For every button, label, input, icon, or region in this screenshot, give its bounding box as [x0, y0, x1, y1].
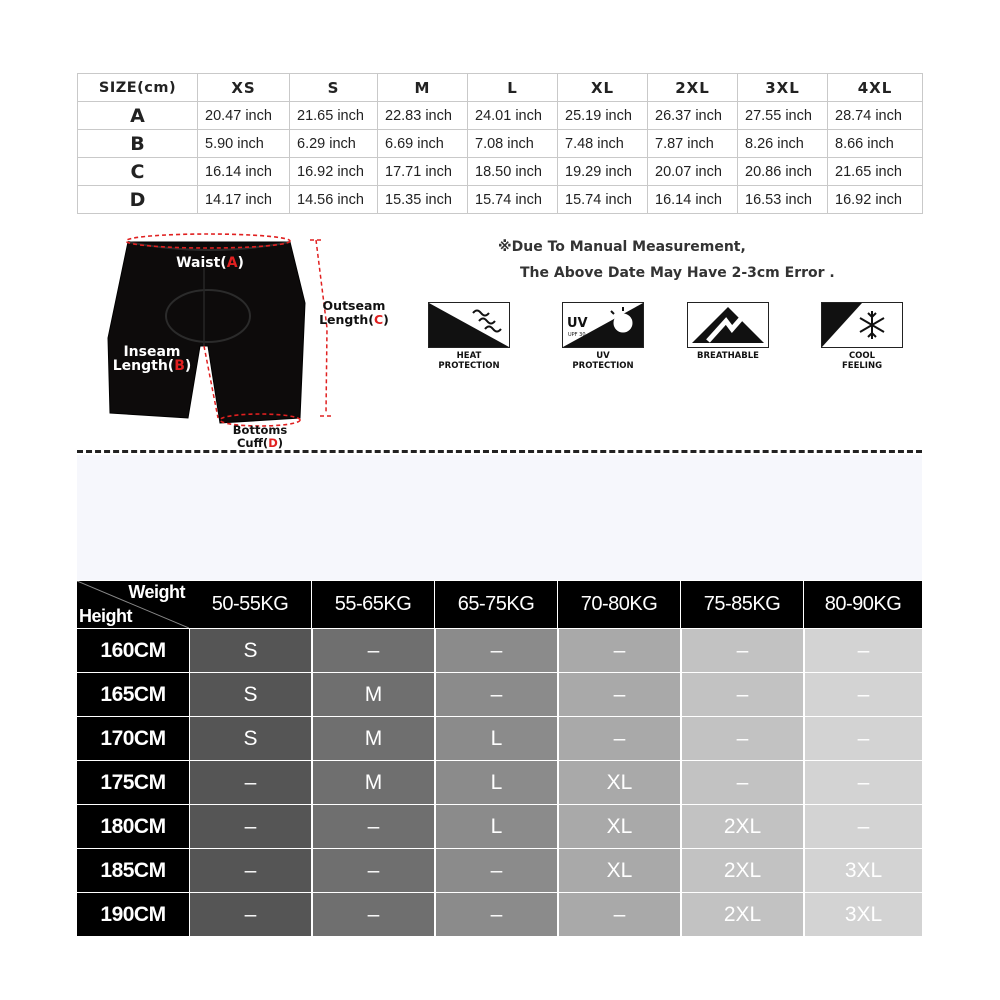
size-header-row	[78, 74, 923, 102]
note-line-2: The Above Date May Have 2-3cm Error .	[520, 265, 835, 281]
size-header: L	[468, 74, 558, 102]
uv-protection-icon: UV UPF 30	[562, 302, 644, 348]
height-label: 160CM	[77, 629, 189, 672]
measure-value: 20.86 inch	[738, 158, 828, 186]
feature-heat-protection: HEAT PROTECTION	[414, 302, 524, 371]
size-recommendation-cell: –	[313, 805, 434, 848]
size-table	[77, 73, 923, 214]
cuff-label: Bottoms Cuff(D)	[232, 423, 288, 450]
size-recommendation-cell: –	[436, 849, 557, 892]
size-recommendation-cell: –	[559, 673, 680, 716]
size-corner-label: SIZE(cm)	[78, 74, 198, 102]
size-recommendation-cell: XL	[559, 761, 680, 804]
shorts-diagram	[100, 228, 420, 453]
measure-label: C	[78, 158, 198, 186]
height-label: 190CM	[77, 893, 189, 936]
size-recommendation-cell: 3XL	[805, 893, 922, 936]
size-recommendation-cell: –	[436, 893, 557, 936]
size-recommendation-cell: XL	[559, 805, 680, 848]
measure-value: 16.53 inch	[738, 186, 828, 214]
measure-value: 8.66 inch	[828, 130, 923, 158]
size-recommendation-cell: –	[805, 761, 922, 804]
weight-axis-label: Weight	[128, 582, 185, 602]
feature-cool-feeling: COOL FEELING	[807, 302, 917, 371]
measure-value: 25.19 inch	[558, 102, 648, 130]
size-recommendation-cell: –	[313, 849, 434, 892]
size-recommendation-cell: –	[559, 893, 680, 936]
height-label: 180CM	[77, 805, 189, 848]
measure-value: 19.29 inch	[558, 158, 648, 186]
feature-breathable: BREATHABLE	[673, 302, 783, 361]
size-recommendation-cell: –	[559, 717, 680, 760]
size-recommendation-cell: L	[436, 717, 557, 760]
measure-label: D	[78, 186, 198, 214]
measure-value: 15.35 inch	[378, 186, 468, 214]
height-label: 185CM	[77, 849, 189, 892]
measure-value: 16.92 inch	[290, 158, 378, 186]
measure-value: 24.01 inch	[468, 102, 558, 130]
size-recommendation-cell: –	[682, 673, 803, 716]
size-recommendation-cell: 2XL	[682, 893, 803, 936]
note-line-1: ※Due To Manual Measurement,	[498, 239, 746, 255]
size-recommendation-cell: –	[559, 629, 680, 672]
size-row-a	[78, 102, 923, 130]
size-row-c	[78, 158, 923, 186]
size-header: 4XL	[828, 74, 923, 102]
measure-value: 15.74 inch	[558, 186, 648, 214]
size-recommendation-cell: 3XL	[805, 849, 922, 892]
size-header: 2XL	[648, 74, 738, 102]
measure-value: 14.17 inch	[198, 186, 290, 214]
weight-header: 50-55KG	[189, 581, 311, 628]
measure-value: 16.14 inch	[648, 186, 738, 214]
height-label: 170CM	[77, 717, 189, 760]
measure-value: 20.07 inch	[648, 158, 738, 186]
size-recommendation-cell: M	[313, 673, 434, 716]
measure-value: 7.48 inch	[558, 130, 648, 158]
size-recommendation-cell: –	[805, 717, 922, 760]
measure-value: 8.26 inch	[738, 130, 828, 158]
measure-value: 6.69 inch	[378, 130, 468, 158]
measurement-note	[498, 234, 835, 286]
size-recommendation-cell: M	[313, 761, 434, 804]
waist-label: Waist(A)	[176, 255, 244, 271]
measure-value: 16.92 inch	[828, 186, 923, 214]
size-recommendation-cell: S	[190, 717, 311, 760]
size-recommendation-cell: S	[190, 673, 311, 716]
weight-header: 75-85KG	[681, 581, 803, 628]
size-recommendation-cell: –	[190, 893, 311, 936]
measure-value: 18.50 inch	[468, 158, 558, 186]
measure-value: 27.55 inch	[738, 102, 828, 130]
measure-value: 21.65 inch	[290, 102, 378, 130]
size-recommendation-cell: S	[190, 629, 311, 672]
size-header: M	[378, 74, 468, 102]
size-row-d	[78, 186, 923, 214]
fit-corner-cell	[77, 581, 189, 628]
heat-protection-icon	[428, 302, 510, 348]
blank-band	[77, 455, 922, 580]
outseam-label: Outseam Length(C)	[319, 298, 389, 327]
size-recommendation-cell: 2XL	[682, 805, 803, 848]
measure-value: 20.47 inch	[198, 102, 290, 130]
size-recommendation-cell: 2XL	[682, 849, 803, 892]
size-recommendation-cell: –	[805, 629, 922, 672]
size-header: S	[290, 74, 378, 102]
measure-value: 21.65 inch	[828, 158, 923, 186]
measure-value: 7.08 inch	[468, 130, 558, 158]
measure-value: 26.37 inch	[648, 102, 738, 130]
size-recommendation-cell: –	[190, 761, 311, 804]
size-recommendation-cell: –	[682, 717, 803, 760]
size-recommendation-cell: –	[805, 805, 922, 848]
size-recommendation-cell: –	[805, 673, 922, 716]
measure-value: 16.14 inch	[198, 158, 290, 186]
height-label: 175CM	[77, 761, 189, 804]
weight-header: 70-80KG	[558, 581, 680, 628]
cool-feeling-icon	[821, 302, 903, 348]
size-recommendation-cell: –	[436, 629, 557, 672]
breathable-icon	[687, 302, 769, 348]
weight-header: 55-65KG	[312, 581, 434, 628]
measure-label: A	[78, 102, 198, 130]
size-recommendation-cell: XL	[559, 849, 680, 892]
size-recommendation-cell: M	[313, 717, 434, 760]
size-recommendation-cell: –	[190, 805, 311, 848]
inseam-label: Inseam Length(B)	[112, 344, 192, 374]
size-recommendation-cell: –	[190, 849, 311, 892]
size-recommendation-cell: L	[436, 805, 557, 848]
measure-value: 28.74 inch	[828, 102, 923, 130]
size-header: XL	[558, 74, 648, 102]
height-weight-size-chart	[77, 581, 922, 939]
measure-value: 17.71 inch	[378, 158, 468, 186]
weight-header: 80-90KG	[804, 581, 922, 628]
size-header: XS	[198, 74, 290, 102]
size-row-b	[78, 130, 923, 158]
dashed-divider	[77, 450, 922, 453]
height-axis-label: Height	[79, 606, 132, 626]
measure-label: B	[78, 130, 198, 158]
height-label: 165CM	[77, 673, 189, 716]
size-header: 3XL	[738, 74, 828, 102]
size-recommendation-cell: L	[436, 761, 557, 804]
weight-header: 65-75KG	[435, 581, 557, 628]
measure-value: 15.74 inch	[468, 186, 558, 214]
measure-value: 22.83 inch	[378, 102, 468, 130]
measure-value: 5.90 inch	[198, 130, 290, 158]
size-recommendation-cell: –	[313, 629, 434, 672]
measure-value: 14.56 inch	[290, 186, 378, 214]
size-recommendation-cell: –	[436, 673, 557, 716]
feature-uv-protection: UV UPF 30 UV PROTECTION	[548, 302, 658, 371]
measure-value: 7.87 inch	[648, 130, 738, 158]
size-recommendation-cell: –	[682, 761, 803, 804]
measure-value: 6.29 inch	[290, 130, 378, 158]
size-recommendation-cell: –	[313, 893, 434, 936]
size-recommendation-cell: –	[682, 629, 803, 672]
